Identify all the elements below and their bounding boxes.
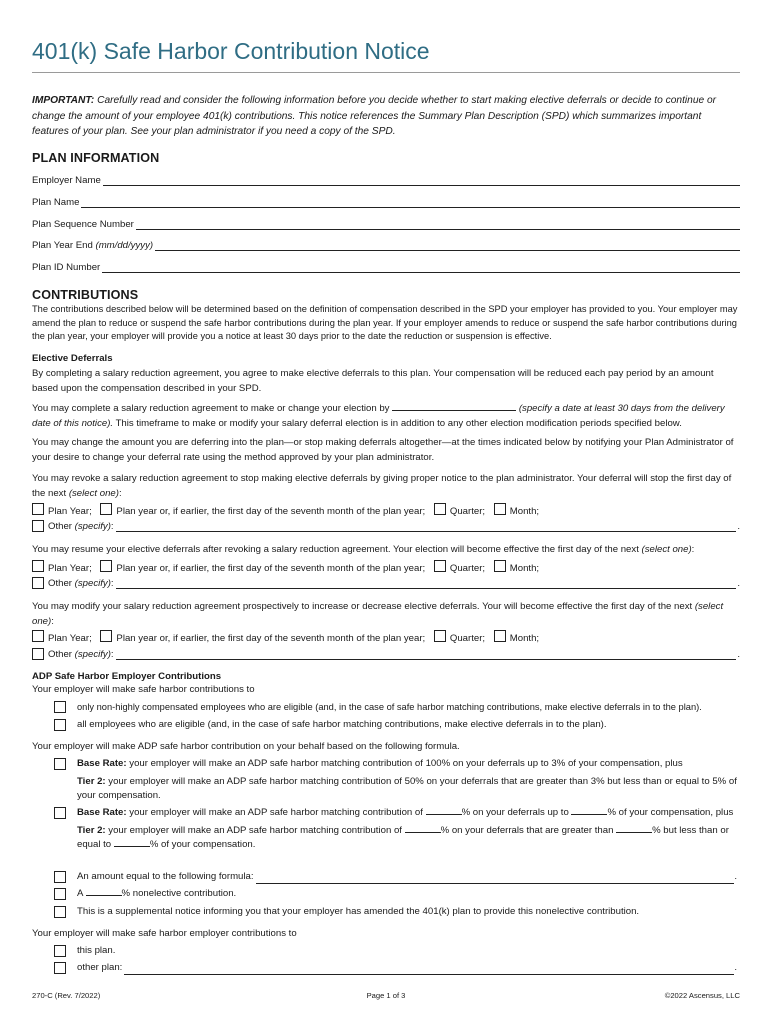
formula-4-checkbox[interactable] bbox=[54, 888, 66, 900]
formula-2-base: Base Rate: your employer will make an ADP safe harbor matching contribution of % on your deferrals up to % of your compensation, plus bbox=[77, 807, 734, 818]
revoke-other-row: Other (specify): . bbox=[32, 520, 740, 532]
base-rate-match-input[interactable] bbox=[426, 814, 462, 815]
employer-name-input[interactable] bbox=[103, 175, 740, 186]
plan-year-end-label: Plan Year End (mm/dd/yyyy) bbox=[32, 240, 154, 251]
modify-options: Plan Year; Plan year or, if earlier, the first day of the seventh month of the plan year; Quarter; Month; bbox=[32, 630, 740, 644]
important-label: IMPORTANT: bbox=[32, 95, 95, 106]
formula-3-checkbox[interactable] bbox=[54, 871, 66, 883]
modify-other-row: Other (specify): . bbox=[32, 648, 740, 660]
adp-option-nhce: only non-highly compensated employees who are eligible (and, in the case of safe harbor matching contributions, make elective deferrals in to the plan). bbox=[54, 700, 740, 716]
this-plan-option: this plan. bbox=[54, 944, 740, 960]
employer-name-label: Employer Name bbox=[32, 175, 101, 186]
page-number: Page 1 of 3 bbox=[366, 991, 406, 1000]
formula-2-checkbox[interactable] bbox=[54, 807, 66, 819]
formula-option-5: This is a supplemental notice informing you that your employer has amended the 401(k) plan to provide this nonelective contribution. bbox=[54, 905, 740, 921]
formula-5-checkbox[interactable] bbox=[54, 906, 66, 918]
modify-quarter-checkbox[interactable] bbox=[434, 630, 446, 642]
modify-plan-year-checkbox[interactable] bbox=[32, 630, 44, 642]
other-plan-option: other plan: . bbox=[54, 961, 740, 977]
plan-id-number-field[interactable] bbox=[32, 262, 740, 273]
plan-year-end-field[interactable] bbox=[32, 240, 740, 251]
modify-seventh-month-checkbox[interactable] bbox=[100, 630, 112, 642]
tier2-match-input[interactable] bbox=[405, 832, 441, 833]
resume-seventh-month-checkbox[interactable] bbox=[100, 560, 112, 572]
adp-nhce-checkbox[interactable] bbox=[54, 701, 66, 713]
plan-sequence-number-label: Plan Sequence Number bbox=[32, 219, 134, 230]
tier2-lower-input[interactable] bbox=[616, 832, 652, 833]
revoke-month-checkbox[interactable] bbox=[494, 503, 506, 515]
plan-name-field[interactable] bbox=[32, 197, 740, 208]
resume-other-row: Other (specify): . bbox=[32, 577, 740, 589]
adp-option-all: all employees who are eligible (and, in the case of safe harbor matching contributions, make elective deferrals in to the plan). bbox=[54, 718, 740, 734]
formula-1-base: Base Rate: your employer will make an ADP safe harbor matching contribution of 100% on your deferrals up to 3% of your compensation, plus bbox=[77, 758, 683, 769]
plan-name-label: Plan Name bbox=[32, 197, 80, 208]
modify-month-checkbox[interactable] bbox=[494, 630, 506, 642]
modify-other-checkbox[interactable] bbox=[32, 648, 44, 660]
resume-other-checkbox[interactable] bbox=[32, 577, 44, 589]
resume-month-checkbox[interactable] bbox=[494, 560, 506, 572]
revoke-quarter-checkbox[interactable] bbox=[434, 503, 446, 515]
plan-lead: Your employer will make safe harbor employer contributions to bbox=[32, 928, 297, 939]
adp-lead: Your employer will make safe harbor contributions to bbox=[32, 684, 255, 695]
plan-year-end-input[interactable] bbox=[155, 240, 740, 251]
plan-sequence-number-input[interactable] bbox=[136, 219, 740, 230]
formula-1-tier2: Tier 2: your employer will make an ADP safe harbor matching contribution of 50% on your deferrals that are greater than 3% but less than or equal to 5% of your compensation. bbox=[77, 776, 737, 802]
copyright: ©2022 Ascensus, LLC bbox=[664, 991, 740, 1000]
nonelective-percent-input[interactable] bbox=[86, 895, 122, 896]
elective-deferrals-heading: Elective Deferrals bbox=[32, 353, 113, 364]
revoke-seventh-month-checkbox[interactable] bbox=[100, 503, 112, 515]
elective-p3: You may change the amount you are deferring into the plan—or stop making deferrals altogether—at the times indicated below by notifying your Plan Administrator of your desire to change your deferral rate using the method approved by your plan administrator. bbox=[32, 437, 734, 463]
elective-p1: By completing a salary reduction agreement, you agree to make elective deferrals to this plan. Your compensation will be reduced each pay period by an amount based upon the compensation described in your SPD. bbox=[32, 368, 714, 394]
plan-id-number-input[interactable] bbox=[102, 262, 740, 273]
formula-option-4: A % nonelective contribution. bbox=[54, 887, 740, 903]
employer-name-field[interactable] bbox=[32, 175, 740, 186]
resume-other-input[interactable] bbox=[116, 579, 737, 589]
formula-1-checkbox[interactable] bbox=[54, 758, 66, 770]
plan-sequence-number-field[interactable] bbox=[32, 219, 740, 230]
formula-option-1 bbox=[54, 757, 740, 805]
formula-option-2 bbox=[54, 806, 740, 868]
formula-2-tier2: Tier 2: your employer will make an ADP safe harbor matching contribution of % on your deferrals that are greater than % but less than or equal to % of your compensation. bbox=[77, 825, 729, 851]
revoke-other-input[interactable] bbox=[116, 522, 737, 532]
revoke-plan-year-checkbox[interactable] bbox=[32, 503, 44, 515]
date-format-hint: (mm/dd/yyyy) bbox=[95, 240, 154, 251]
contributions-heading: CONTRIBUTIONS bbox=[32, 288, 139, 302]
this-plan-checkbox[interactable] bbox=[54, 945, 66, 957]
elective-p5: You may resume your elective deferrals after revoking a salary reduction agreement. Your election will become effective the first day of the next (select one): bbox=[32, 544, 695, 555]
adp-all-checkbox[interactable] bbox=[54, 719, 66, 731]
adp-heading: ADP Safe Harbor Employer Contributions bbox=[32, 671, 222, 682]
intro-text: Carefully read and consider the following information before you decide whether to start making elective deferrals or decide to continue or change the amount of your employee 401(k) contributions. This notice references the Summary Plan Description (SPD) which summarizes important features of your plan. See your plan administrator if you need a copy of the SPD. bbox=[32, 95, 717, 137]
form-number: 270-C (Rev. 7/2022) bbox=[32, 991, 101, 1000]
formula-lead: Your employer will make ADP safe harbor contribution on your behalf based on the following formula. bbox=[32, 741, 460, 752]
plan-id-number-label: Plan ID Number bbox=[32, 262, 101, 273]
contributions-intro: The contributions described below will be determined based on the definition of compensation described in the SPD your employer has provided to you. Your employer may amend the plan to reduce or suspend the safe harbor contributions during the plan year. If your employer amends to reduce or suspend the safe harbor contributions during the plan year, your employer will provide you a notice at least 30 days prior to the date the reduction or suspension is effective. bbox=[32, 304, 738, 342]
title-divider bbox=[32, 72, 740, 73]
formula-option-3: An amount equal to the following formula: . bbox=[54, 870, 740, 886]
formula-input[interactable] bbox=[256, 874, 735, 884]
page-title: 401(k) Safe Harbor Contribution Notice bbox=[32, 38, 430, 64]
revoke-other-checkbox[interactable] bbox=[32, 520, 44, 532]
base-rate-deferral-input[interactable] bbox=[571, 814, 607, 815]
elective-p2: You may complete a salary reduction agreement to make or change your election by (specify a date at least 30 days from the delivery date of this notice). This timeframe to make or modify your salary deferral election is in addition to any other election modification periods specified below. bbox=[32, 403, 725, 429]
elective-p4: You may revoke a salary reduction agreement to stop making elective deferrals by giving proper notice to the plan administrator. Your deferral will stop the first day of the next (select one): bbox=[32, 473, 732, 499]
election-deadline-input[interactable] bbox=[392, 410, 516, 411]
resume-plan-year-checkbox[interactable] bbox=[32, 560, 44, 572]
elective-p6: You may modify your salary reduction agreement prospectively to increase or decrease elective deferrals. Your will become effective the first day of the next (select one): bbox=[32, 601, 724, 627]
plan-information-heading: PLAN INFORMATION bbox=[32, 151, 160, 165]
modify-other-input[interactable] bbox=[116, 650, 737, 660]
tier2-upper-input[interactable] bbox=[114, 846, 150, 847]
plan-name-input[interactable] bbox=[81, 197, 740, 208]
other-plan-checkbox[interactable] bbox=[54, 962, 66, 974]
resume-options: Plan Year; Plan year or, if earlier, the first day of the seventh month of the plan year; Quarter; Month; bbox=[32, 560, 740, 574]
resume-quarter-checkbox[interactable] bbox=[434, 560, 446, 572]
other-plan-input[interactable] bbox=[124, 965, 734, 975]
intro-notice bbox=[32, 93, 740, 140]
revoke-options: Plan Year; Plan year or, if earlier, the first day of the seventh month of the plan year; Quarter; Month; bbox=[32, 503, 740, 517]
